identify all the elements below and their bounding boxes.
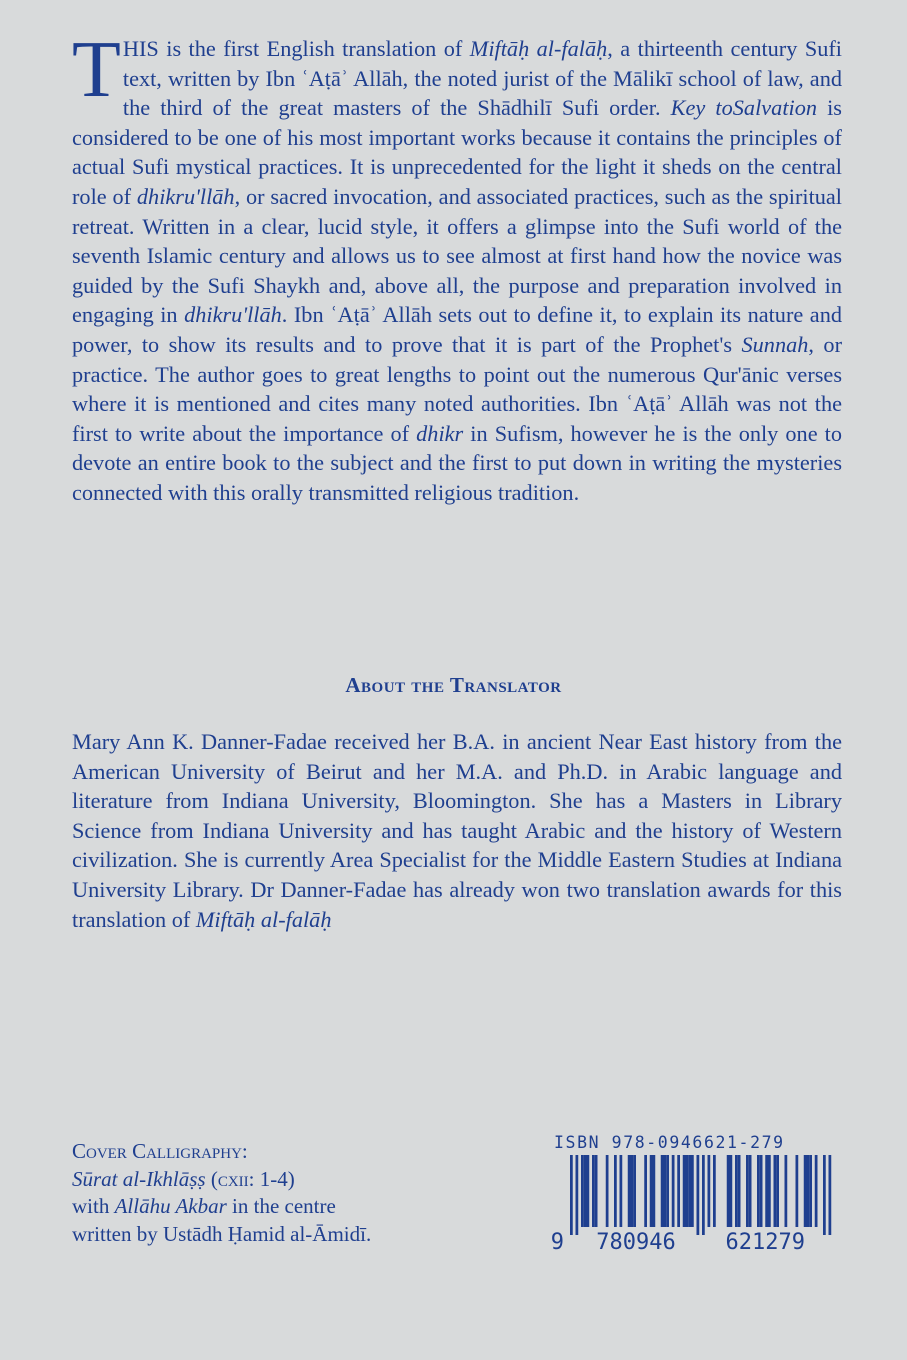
barcode-digits: 9 <box>550 1230 564 1251</box>
barcode-digits: 780946 <box>596 1230 676 1251</box>
barcode-bar <box>738 1155 741 1227</box>
barcode-bar <box>576 1155 579 1235</box>
barcode-bar <box>727 1155 730 1227</box>
barcode-bar <box>697 1155 700 1235</box>
barcode-bar <box>677 1155 680 1227</box>
barcode-bar <box>829 1155 832 1235</box>
credit-line <box>72 1193 492 1221</box>
credit-line <box>72 1138 492 1166</box>
italic-title: Miftāḥ al-falāḥ <box>469 36 608 61</box>
italic-title: dhikru'llāh <box>136 183 235 209</box>
text-run: , a thirteenth century Sufi text, written by Ibn ʿAṭāʾ Allāh, the noted jurist of the Mālikī school of law, and the third of the great masters of the Shādhilī Sufi order. <box>122 36 842 121</box>
isbn-barcode <box>548 1133 840 1251</box>
text-run: written by Ustādh Ḥamid al-Āmidī. <box>72 1221 372 1246</box>
barcode-bar <box>584 1155 587 1227</box>
barcode-bar <box>631 1155 634 1227</box>
barcode-bar <box>807 1155 810 1227</box>
barcode-bar <box>592 1155 595 1227</box>
italic-title: dhikr <box>416 420 464 446</box>
text-run: Cover Calligraphy: <box>72 1139 248 1163</box>
text-run: ( <box>205 1166 218 1191</box>
barcode-bar <box>653 1155 656 1227</box>
about-translator-heading: About the Translator <box>345 673 562 697</box>
italic-title: Sunnah <box>741 331 809 357</box>
isbn-label: ISBN 978-0946621-279 <box>554 1133 785 1152</box>
italic-title: Sūrat al-Ikhlāṣṣ <box>72 1166 206 1191</box>
barcode-bar <box>644 1155 647 1227</box>
barcode-bar <box>735 1155 738 1227</box>
barcode-bar <box>823 1155 826 1235</box>
italic-title: Allāhu Akbar <box>114 1194 227 1218</box>
italic-title: Key toSalvation <box>670 95 817 121</box>
barcode-bars <box>548 1155 840 1251</box>
barcode-bar <box>672 1155 675 1227</box>
text-run: in the centre <box>226 1194 336 1218</box>
barcode-bar <box>581 1155 584 1227</box>
text-run: with <box>72 1194 115 1218</box>
barcode-bar <box>691 1155 694 1227</box>
barcode-bar <box>730 1155 733 1227</box>
barcode-bar <box>765 1155 768 1227</box>
barcode-bar <box>683 1155 686 1227</box>
blurb-text <box>72 26 843 505</box>
text-run: Mary Ann K. Danner-Fadae received her B.A. in ancient Near East history from the American University of Beirut and her M.A. and Ph.D. in Arabic language and literature from Indiana University, Bloomington. She has a Masters in Library Science from Indiana University and has taught Arabic and the history of Western civilization. She is currently Area Specialist for the Middle Eastern Studies at Indiana University Library. Dr Danner-Fadae has already won two translation awards for this translation of <box>72 729 842 932</box>
barcode-bar <box>785 1155 788 1227</box>
barcode-bar <box>815 1155 818 1227</box>
italic-title: dhikru'llāh <box>184 302 282 328</box>
barcode-bar <box>702 1155 705 1235</box>
text-run: : 1-4) <box>248 1166 295 1191</box>
text-run: , or practice. The author goes to great lengths to point out the numerous Qur'ānic verses where it is mentioned and cites many noted authorities. Ibn ʿAṭāʾ Allāh was not the first to write about the importance of <box>72 331 842 446</box>
barcode-bar <box>570 1155 573 1235</box>
text-run: in Sufism, however he is the only one to devote an entire book to the subject and the first to put down in writing the mysteries connected with this orally transmitted religious tradition. <box>72 420 842 505</box>
barcode-bar <box>809 1155 812 1227</box>
barcode-bar <box>666 1155 669 1227</box>
barcode-bar <box>768 1155 771 1227</box>
barcode-bar <box>713 1155 716 1227</box>
credit-line <box>72 1221 492 1249</box>
barcode-bar <box>633 1155 636 1227</box>
barcode-bar <box>776 1155 779 1227</box>
barcode-bar <box>760 1155 763 1227</box>
barcode-bar <box>757 1155 760 1227</box>
text-run: . Ibn ʿAṭāʾ Allāh sets out to define it, to explain its nature and power, to show its results and to prove that it is part of the Prophet's <box>72 302 842 357</box>
barcode-bar <box>688 1155 691 1227</box>
barcode-bar <box>620 1155 623 1227</box>
cover-calligraphy-credit <box>72 1138 492 1248</box>
text-run: HIS is the first English translation of <box>122 36 470 61</box>
barcode-bar <box>661 1155 664 1227</box>
barcode-bar <box>614 1155 617 1227</box>
barcode-bar <box>606 1155 609 1227</box>
barcode-bar <box>595 1155 598 1227</box>
text-run: , or sacred invocation, and associated practices, such as the spiritual retreat. Written in a clear, lucid style, it offers a glimpse into the Sufi world of the seventh Islamic century and allows us to see almost at first hand how the novice was guided by the Sufi Shaykh and, above all, the purpose and preparation involved in engaging in <box>72 183 843 328</box>
barcode-bar <box>587 1155 590 1227</box>
barcode-bar <box>774 1155 777 1227</box>
drop-cap: T <box>72 26 121 114</box>
barcode-bar <box>628 1155 631 1227</box>
text-run: cxii <box>217 1166 249 1191</box>
barcode-bar <box>708 1155 711 1227</box>
credit-line <box>72 1166 492 1194</box>
barcode-bar <box>746 1155 749 1227</box>
translator-bio <box>72 727 842 934</box>
italic-title: Miftāḥ al-falāḥ <box>195 906 332 932</box>
barcode-bar <box>749 1155 752 1227</box>
barcode-digits: 621279 <box>725 1230 805 1251</box>
barcode-bar <box>664 1155 667 1227</box>
barcode-bar <box>650 1155 653 1227</box>
barcode-bar <box>686 1155 689 1227</box>
barcode-bar <box>804 1155 807 1227</box>
barcode-bar <box>796 1155 799 1227</box>
blurb-paragraph <box>72 26 843 508</box>
text-run: is considered to be one of his most important works because it contains the principles of actual Sufi mystical practices. It is unprecedented for the light it sheds on the central role of <box>72 95 842 209</box>
